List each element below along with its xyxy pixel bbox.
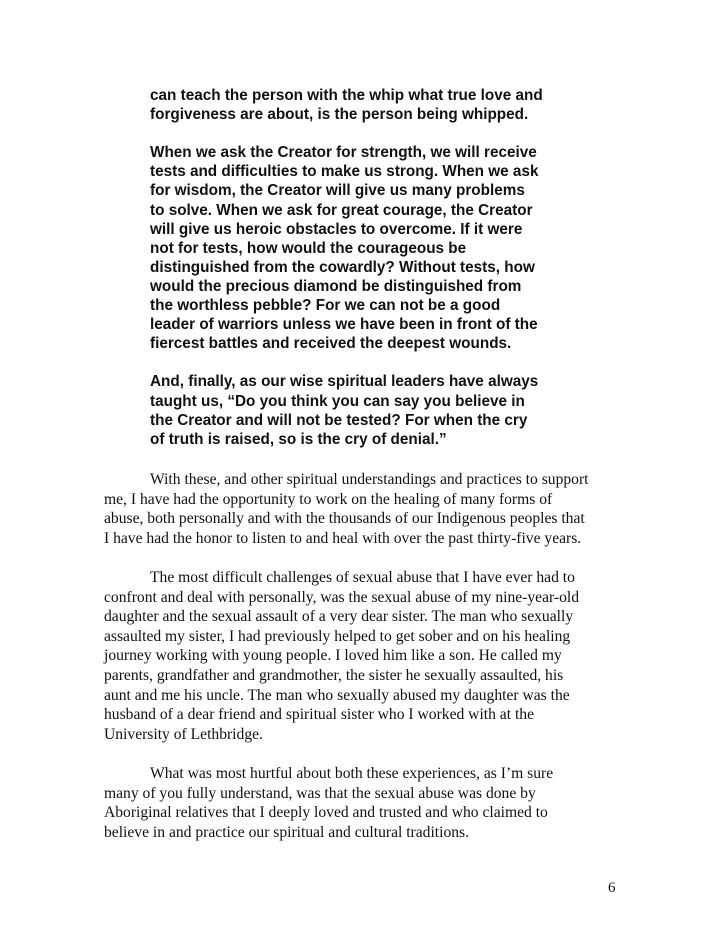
quote-line: will give us heroic obstacles to overcome. If it were (150, 220, 523, 238)
body-line: assaulted my sister, I had previously helped to get sober and on his healing (104, 627, 571, 645)
quote-line: fiercest battles and received the deepest wounds. (150, 335, 512, 353)
body-line: parents, grandfather and grandmother, the sister he sexually assaulted, his (104, 666, 564, 684)
body-line: I have had the honor to listen to and heal with over the past thirty-five years. (104, 529, 582, 547)
quote-line: of truth is raised, so is the cry of denial.” (150, 430, 447, 448)
body-line: University of Lethbridge. (104, 725, 263, 743)
quote-line: forgiveness are about, is the person being whipped. (150, 106, 529, 124)
quote-paragraph (150, 143, 590, 353)
body-line: husband of a dear friend and spiritual sister who I worked with at the (104, 706, 535, 724)
body-line: journey working with young people. I loved him like a son. He called my (104, 647, 562, 665)
quote-line: to solve. When we ask for great courage, the Creator (150, 201, 533, 219)
body-line: me, I have had the opportunity to work on the healing of many forms of (104, 490, 553, 508)
body-paragraph (104, 568, 628, 744)
quote-line: not for tests, how would the courageous be (150, 239, 467, 257)
body-line: daughter and the sexual assault of a very dear sister. The man who sexually (104, 608, 574, 626)
quote-line: leader of warriors unless we have been in front of the (150, 316, 538, 334)
quote-paragraph (150, 372, 590, 448)
body-text (104, 470, 628, 862)
body-line: With these, and other spiritual understandings and practices to support (150, 471, 589, 488)
body-paragraph (104, 764, 628, 842)
quote-block (150, 86, 590, 468)
quote-line: can teach the person with the whip what true love and (150, 87, 543, 104)
quote-line: taught us, “Do you think you can say you believe in (150, 392, 525, 410)
body-line: many of you fully understand, was that the sexual abuse was done by (104, 784, 536, 802)
body-line: The most difficult challenges of sexual abuse that I have ever had to (150, 568, 575, 586)
quote-paragraph (150, 86, 590, 124)
body-line: aunt and me his uncle. The man who sexually abused my daughter was the (104, 686, 570, 704)
quote-line: the worthless pebble? For we can not be a good (150, 297, 501, 315)
quote-line: When we ask the Creator for strength, we will receive (150, 144, 537, 162)
quote-line: for wisdom, the Creator will give us many problems (150, 182, 525, 200)
quote-line: distinguished from the cowardly? Without tests, how (150, 258, 535, 276)
page-number: 6 (608, 880, 616, 896)
body-line: Aboriginal relatives that I deeply loved and trusted and who claimed to (104, 804, 548, 822)
quote-line: the Creator and will not be tested? For when the cry (150, 411, 528, 429)
quote-line: tests and difficulties to make us strong. When we ask (150, 163, 539, 181)
body-paragraph (104, 470, 628, 548)
body-line: What was most hurtful about both these experiences, as I’m sure (150, 764, 554, 782)
quote-line: would the precious diamond be distinguished from (150, 277, 522, 295)
body-line: believe in and practice our spiritual and cultural traditions. (104, 823, 470, 841)
body-line: confront and deal with personally, was the sexual abuse of my nine-year-old (104, 588, 579, 606)
quote-line: And, finally, as our wise spiritual leaders have always (150, 373, 539, 391)
body-line: abuse, both personally and with the thousands of our Indigenous peoples that (104, 510, 585, 528)
